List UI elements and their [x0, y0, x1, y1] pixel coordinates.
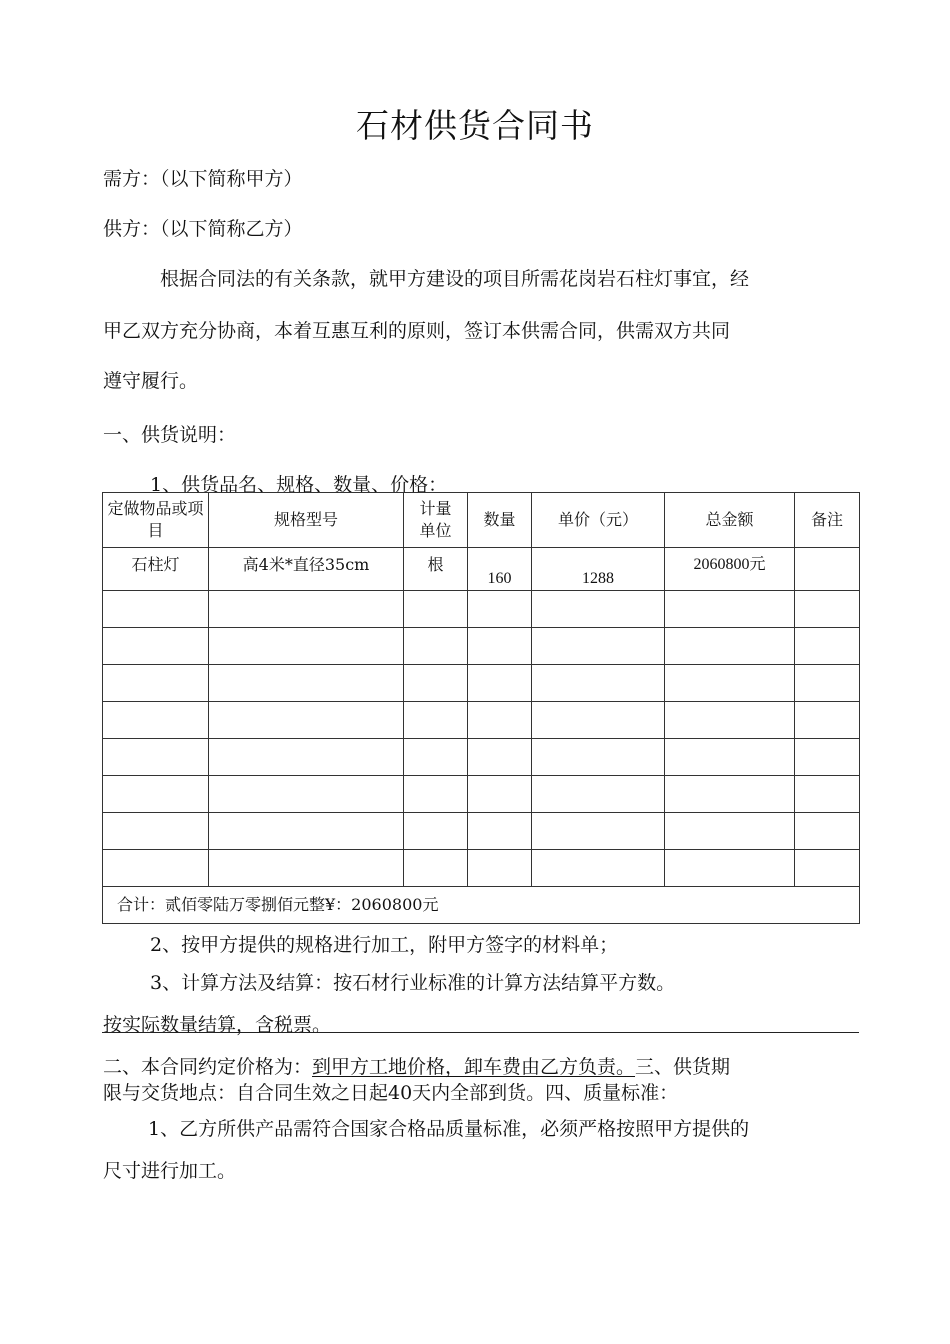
section-1-item-1: 1、供货品名、规格、数量、价格： [150, 474, 448, 496]
header-qty: 数量 [468, 493, 532, 548]
section-1-item-3: 3、计算方法及结算：按石材行业标准的计算方法结算平方数。 [150, 972, 676, 994]
cell-qty: 160 [468, 548, 532, 591]
intro-line-3: 遵守履行。 [103, 370, 199, 392]
table-row-empty [103, 813, 860, 850]
section-3-heading-start: 三、供货期 [635, 1056, 731, 1078]
total-cell: 合计：贰佰零陆万零捌佰元整¥：2060800元 [103, 887, 860, 924]
header-remark: 备注 [795, 493, 860, 548]
header-amount: 总金额 [665, 493, 795, 548]
intro-line-2: 甲乙双方充分协商，本着互惠互利的原则，签订本供需合同，供需双方共同 [103, 320, 731, 342]
table-row-empty [103, 628, 860, 665]
cell-amount: 2060800元 [665, 548, 795, 591]
party-a-line: 需方：（以下简称甲方） [103, 168, 303, 190]
document-title: 石材供货合同书 [356, 106, 594, 145]
quality-line-2: 尺寸进行加工。 [103, 1160, 237, 1182]
cell-remark [795, 548, 860, 591]
header-spec: 规格型号 [209, 493, 404, 548]
cell-spec: 高4米*直径35cm [209, 548, 404, 591]
divider [102, 1032, 859, 1033]
table-row-empty [103, 591, 860, 628]
header-item: 定做物品或项目 [103, 493, 209, 548]
supply-table [102, 492, 860, 924]
table-row-empty [103, 776, 860, 813]
table-header-row [103, 493, 860, 548]
section-1-heading: 一、供货说明： [103, 424, 237, 446]
quality-line-1: 1、乙方所供产品需符合国家合格品质量标准，必须严格按照甲方提供的 [148, 1118, 750, 1140]
table-row-empty [103, 665, 860, 702]
section-2-price-terms: 到甲方工地价格，卸车费由乙方负责。 [312, 1056, 636, 1078]
table-row-empty [103, 739, 860, 776]
header-price: 单价（元） [532, 493, 665, 548]
cell-unit: 根 [404, 548, 468, 591]
header-unit: 计量单位 [404, 493, 468, 548]
table-row-empty [103, 850, 860, 887]
table-row [103, 548, 860, 591]
settlement-note: 按实际数量结算，含税票。 [103, 1014, 332, 1036]
section-1-item-2: 2、按甲方提供的规格进行加工，附甲方签字的材料单； [150, 934, 619, 956]
cell-item: 石柱灯 [103, 548, 209, 591]
section-2-prefix: 二、本合同约定价格为： [103, 1056, 313, 1078]
cell-price: 1288 [532, 548, 665, 591]
table-row-empty [103, 702, 860, 739]
intro-line-1: 根据合同法的有关条款，就甲方建设的项目所需花岗岩石柱灯事宜，经 [160, 268, 750, 290]
section-2-line-2: 限与交货地点：自合同生效之日起40天内全部到货。四、质量标准： [103, 1082, 679, 1104]
table-total-row [103, 887, 860, 924]
party-b-line: 供方：（以下简称乙方） [103, 218, 303, 240]
section-2-line-1 [103, 1052, 730, 1079]
